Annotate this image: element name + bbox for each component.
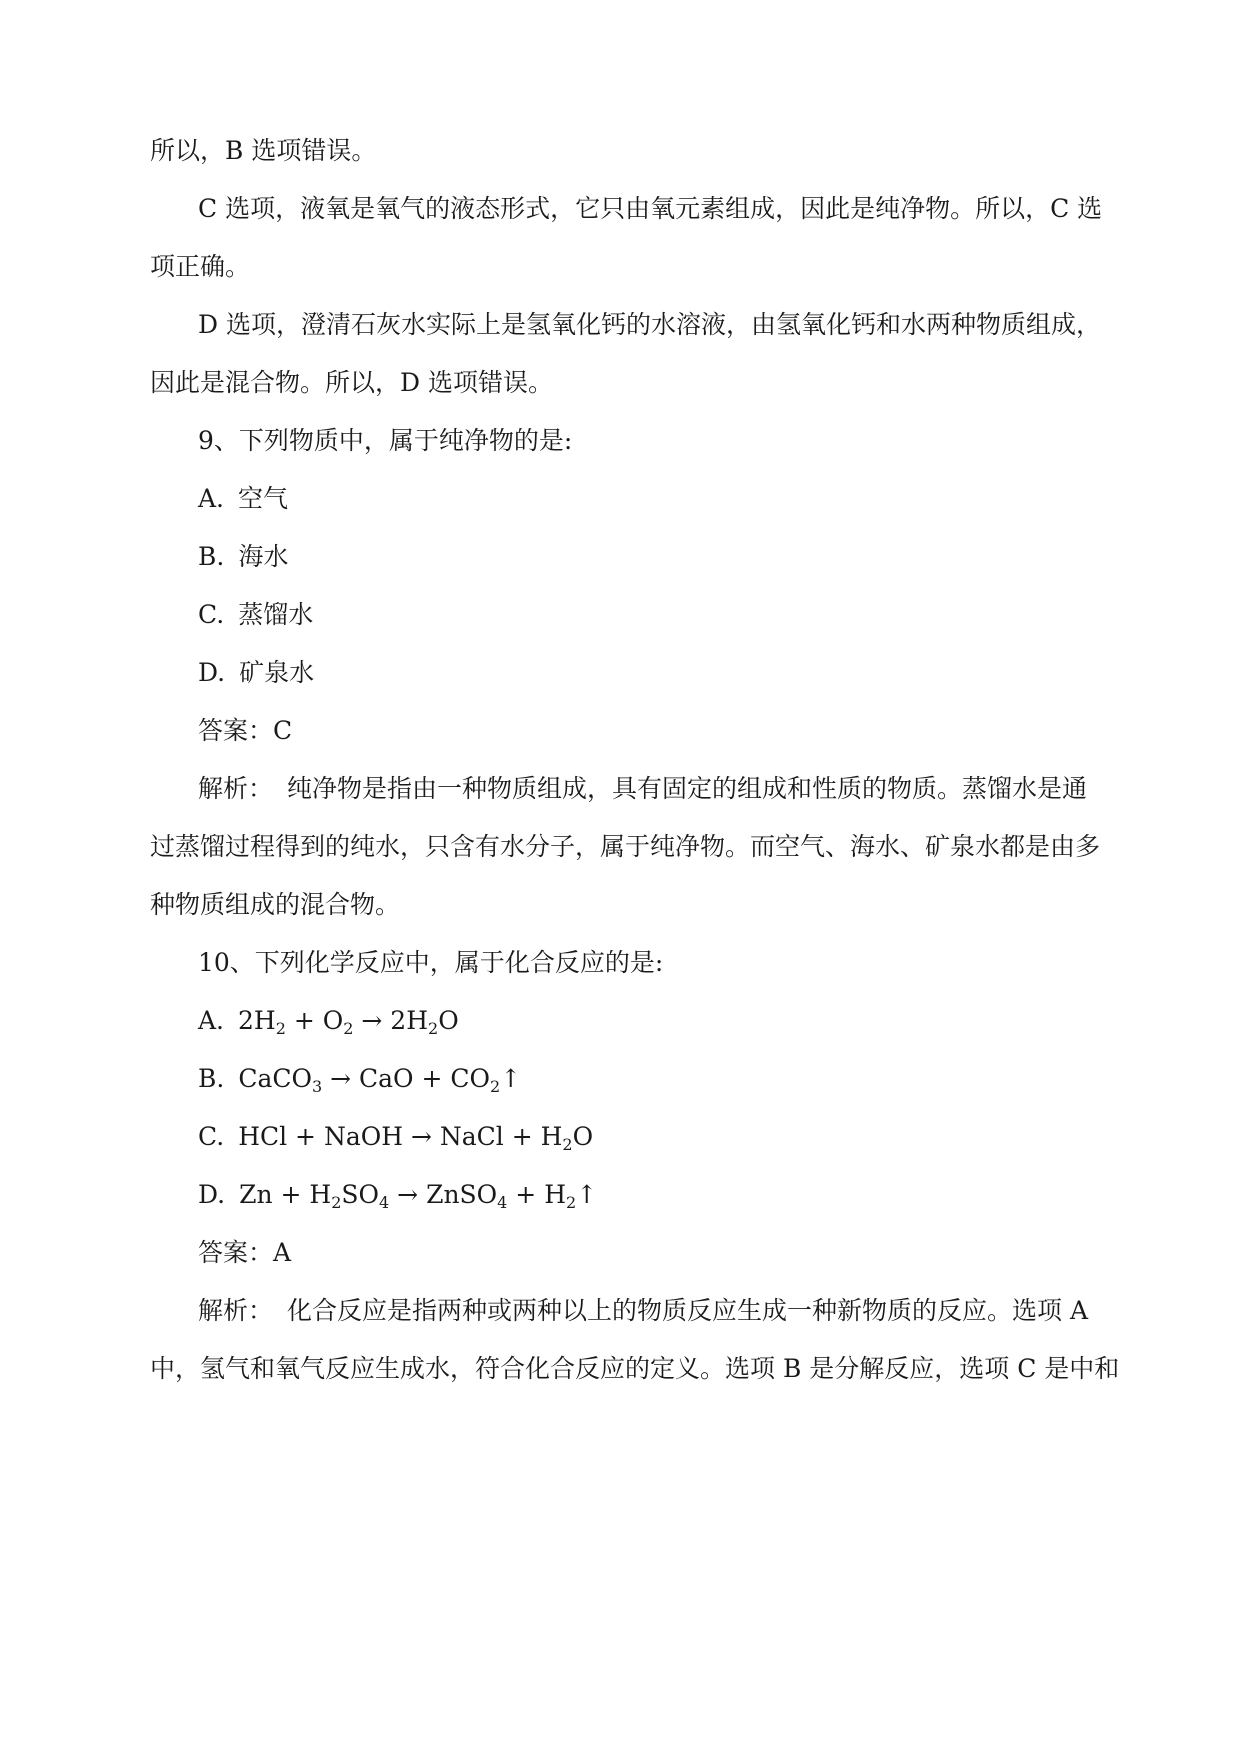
paragraph-line: 中，氢气和氧气反应生成水，符合化合反应的定义。选项 B 是分解反应，选项 C 是中和 [150, 1354, 1120, 1383]
option-letter: A. [198, 1006, 225, 1035]
question-10-option-a [198, 1006, 459, 1036]
option-text: 空气 [238, 484, 289, 513]
question-10-title: 10、下列化学反应中，属于化合反应的是: [198, 948, 664, 977]
chemical-equation: $2H_2 + O_2 \to 2H_2O$ [238, 1006, 459, 1038]
option-letter: D. [198, 1180, 226, 1209]
analysis-label: 解析： [198, 1296, 274, 1325]
paragraph-line: 项正确。 [150, 252, 251, 281]
option-text: 蒸馏水 [238, 600, 314, 629]
paragraph-line: 因此是混合物。所以，D 选项错误。 [150, 368, 553, 397]
question-10-option-d [198, 1180, 597, 1210]
paragraph-line: C 选项，液氧是氧气的液态形式，它只由氧元素组成，因此是纯净物。所以，C 选 [198, 194, 1103, 223]
paragraph-line: D 选项，澄清石灰水实际上是氢氧化钙的水溶液，由氢氧化钙和水两种物质组成， [198, 310, 1101, 339]
analysis-text: 化合反应是指两种或两种以上的物质反应生成一种新物质的反应。选项 A [287, 1296, 1089, 1325]
option-letter: D. [198, 658, 226, 687]
question-9-option-a [198, 484, 288, 514]
chemical-equation: $Zn + H_2SO_4$ → ZnSO$_4$ + $H_2↑$ [239, 1180, 598, 1212]
question-10-analysis [198, 1296, 1088, 1326]
paragraph-line: 所以，B 选项错误。 [150, 136, 377, 165]
analysis-text: 纯净物是指由一种物质组成，具有固定的组成和性质的物质。蒸馏水是通 [287, 774, 1088, 803]
option-text: 矿泉水 [239, 658, 315, 687]
option-letter: A. [198, 484, 225, 513]
option-letter: B. [198, 542, 225, 571]
option-letter: B. [198, 1064, 225, 1093]
option-text: 海水 [238, 542, 289, 571]
question-10-answer: 答案：A [198, 1238, 292, 1267]
question-9-option-d [198, 658, 314, 688]
question-9-answer: 答案：C [198, 716, 293, 745]
question-9-option-b [198, 542, 288, 572]
question-9-option-c [198, 600, 313, 630]
chemical-equation: HCl + NaOH → NaCl + $H_2O$ [238, 1122, 594, 1154]
option-letter: C. [198, 600, 225, 629]
question-9-title: 9、下列物质中，属于纯净物的是: [198, 426, 573, 455]
option-letter: C. [198, 1122, 225, 1151]
chemical-equation: CaCO$_3$ → CaO + $CO_2↑$ [238, 1064, 522, 1096]
analysis-label: 解析： [198, 774, 274, 803]
question-10-option-b [198, 1064, 521, 1094]
question-10-option-c [198, 1122, 593, 1152]
question-9-analysis [198, 774, 1087, 804]
paragraph-line: 过蒸馏过程得到的纯水，只含有水分子，属于纯净物。而空气、海水、矿泉水都是由多 [150, 832, 1101, 861]
paragraph-line: 种物质组成的混合物。 [150, 890, 401, 919]
